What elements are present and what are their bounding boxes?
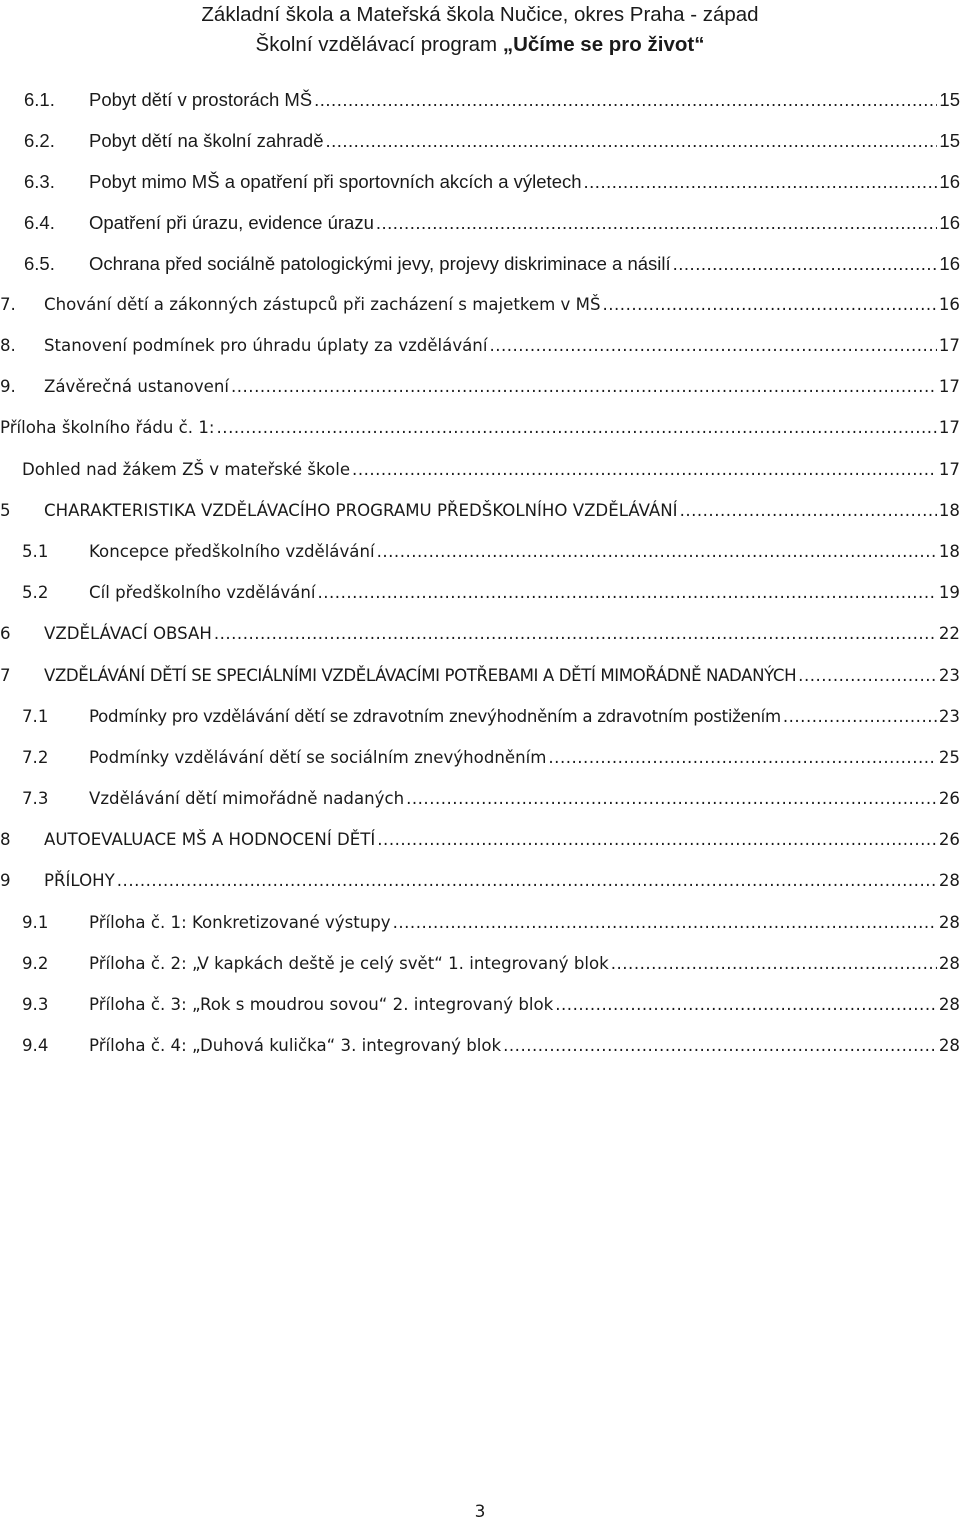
toc-entry[interactable]	[0, 942, 960, 976]
toc-entry-number: 6.2.	[24, 130, 55, 151]
toc-dot-leader	[325, 129, 937, 153]
toc-entry-number: 9.4	[22, 1036, 49, 1055]
program-label: Školní vzdělávací program	[255, 33, 503, 56]
toc-entry[interactable]	[0, 406, 960, 440]
toc-dot-leader	[317, 581, 936, 605]
toc-entry-title: CHARAKTERISTIKA VZDĚLÁVACÍHO PROGRAMU PŘEDŠKOLNÍHO VZDĚLÁVÁNÍ	[44, 501, 678, 520]
toc-entry[interactable]	[0, 983, 960, 1017]
toc-entry-title: Příloha č. 1: Konkretizované výstupy	[89, 913, 391, 932]
toc-entry-page: 28	[938, 871, 960, 890]
toc-entry[interactable]	[0, 859, 960, 893]
toc-entry[interactable]	[0, 571, 960, 605]
toc-entry-number: 5.1	[22, 542, 49, 561]
toc-entry-number: 6.1.	[24, 89, 55, 110]
toc-entry-page: 15	[939, 130, 960, 151]
toc-entry-number: 9	[0, 871, 11, 890]
toc-entry[interactable]	[0, 119, 960, 153]
toc-dot-leader	[680, 499, 937, 523]
toc-entry-title: Příloha č. 4: „Duhová kulička“ 3. integrovaný blok	[89, 1036, 502, 1055]
toc-entry-number: 6.5.	[24, 253, 55, 274]
toc-entry-page: 16	[939, 253, 960, 274]
toc-dot-leader	[352, 458, 937, 482]
toc-dot-leader	[611, 952, 937, 976]
toc-entry[interactable]	[0, 736, 960, 770]
toc-entry-number: 6	[0, 624, 11, 643]
toc-dot-leader	[314, 88, 937, 112]
toc-entry-number: 7	[0, 666, 11, 685]
toc-entry[interactable]	[0, 612, 960, 646]
toc-entry[interactable]	[0, 901, 960, 935]
toc-entry-title: Pobyt dětí na školní zahradě	[89, 130, 324, 151]
toc-entry-title: Příloha školního řádu č. 1:	[0, 418, 215, 437]
toc-entry-page: 17	[938, 336, 960, 355]
toc-entry-title: Chování dětí a zákonných zástupců při zacházení s majetkem v MŠ	[44, 295, 601, 314]
toc-dot-leader	[503, 1034, 937, 1058]
toc-dot-leader	[673, 252, 938, 276]
toc-entry-page: 17	[938, 377, 960, 396]
program-title: „Učíme se pro život“	[502, 33, 705, 56]
toc-dot-leader	[393, 911, 937, 935]
toc-entry-title: Podmínky vzdělávání dětí se sociálním znevýhodněním	[89, 748, 547, 767]
toc-entry-number: 9.2	[22, 954, 49, 973]
toc-entry-title: VZDĚLÁVÁNÍ DĚTÍ SE SPECIÁLNÍMI VZDĚLÁVACÍMI POTŘEBAMI A DĚTÍ MIMOŘÁDNĚ NADANÝCH	[44, 666, 797, 685]
toc-entry[interactable]	[0, 78, 960, 112]
toc-entry-page: 17	[938, 460, 960, 479]
toc-entry-title: Stanovení podmínek pro úhradu úplaty za vzdělávání	[44, 336, 488, 355]
toc-dot-leader	[584, 170, 938, 194]
program-title-line	[0, 30, 960, 60]
school-name: Základní škola a Mateřská škola Nučice, okres Praha - západ	[201, 3, 759, 26]
toc-entry-page: 19	[938, 583, 960, 602]
toc-entry[interactable]	[0, 777, 960, 811]
toc-entry-page: 18	[938, 542, 960, 561]
toc-dot-leader	[376, 211, 938, 235]
toc-entry-title: PŘÍLOHY	[44, 871, 115, 890]
toc-entry-page: 23	[938, 707, 960, 726]
toc-dot-leader	[214, 622, 937, 646]
toc-entry[interactable]	[0, 489, 960, 523]
toc-entry[interactable]	[0, 160, 960, 194]
toc-entry[interactable]	[0, 283, 960, 317]
toc-entry-page: 16	[938, 295, 960, 314]
toc-entry-page: 17	[938, 418, 960, 437]
toc-dot-leader	[783, 705, 937, 729]
toc-entry[interactable]	[0, 818, 960, 852]
toc-entry-title: Vzdělávání dětí mimořádně nadaných	[89, 789, 405, 808]
toc-entry-page: 28	[938, 1036, 960, 1055]
toc-entry[interactable]	[0, 201, 960, 235]
toc-dot-leader	[798, 664, 937, 688]
toc-entry-number: 9.	[0, 377, 16, 396]
toc-dot-leader	[489, 334, 936, 358]
toc-entry[interactable]	[0, 654, 960, 688]
toc-dot-leader	[231, 375, 937, 399]
toc-entry-number: 5	[0, 501, 11, 520]
toc-entry-page: 23	[938, 666, 960, 685]
toc-dot-leader	[548, 746, 936, 770]
toc-entry-title: Koncepce předškolního vzdělávání	[89, 542, 375, 561]
toc-entry[interactable]	[0, 530, 960, 564]
toc-entry-page: 28	[938, 954, 960, 973]
toc-entry-title: Příloha č. 2: „V kapkách deště je celý svět“ 1. integrovaný blok	[89, 954, 609, 973]
toc-entry-number: 6.3.	[24, 171, 55, 192]
toc-entry-title: Podmínky pro vzdělávání dětí se zdravotním znevýhodněním a zdravotním postižením	[89, 707, 781, 726]
toc-entry-page: 22	[938, 624, 960, 643]
toc-entry-page: 28	[938, 995, 960, 1014]
toc-entry-title: AUTOEVALUACE MŠ A HODNOCENÍ DĚTÍ	[44, 830, 376, 849]
toc-entry-title: Dohled nad žákem ZŠ v mateřské škole	[22, 460, 351, 479]
toc-entry-number: 7.1	[22, 707, 49, 726]
toc-entry-page: 25	[938, 748, 960, 767]
toc-entry-page: 16	[939, 212, 960, 233]
toc-entry-page: 26	[938, 830, 960, 849]
toc-entry-title: Cíl předškolního vzdělávání	[89, 583, 316, 602]
toc-entry[interactable]	[0, 242, 960, 276]
toc-entry-number: 7.2	[22, 748, 49, 767]
toc-entry-page: 18	[938, 501, 960, 520]
toc-entry-title: Závěrečná ustanovení	[44, 377, 229, 396]
toc-entry-number: 9.3	[22, 995, 49, 1014]
toc-entry-number: 5.2	[22, 583, 49, 602]
toc-entry-number: 6.4.	[24, 212, 55, 233]
toc-entry[interactable]	[0, 1024, 960, 1058]
toc-entry-number: 8.	[0, 336, 16, 355]
toc-entry-title: Ochrana před sociálně patologickými jevy, projevy diskriminace a násilí	[89, 253, 671, 274]
toc-entry-number: 7.3	[22, 789, 49, 808]
toc-entry-number: 8	[0, 830, 11, 849]
toc-dot-leader	[555, 993, 937, 1017]
toc-entry[interactable]	[0, 448, 960, 482]
toc-entry-title: Opatření při úrazu, evidence úrazu	[89, 212, 374, 233]
toc-entry[interactable]	[0, 695, 960, 729]
toc-entry-page: 28	[938, 913, 960, 932]
toc-dot-leader	[117, 869, 937, 893]
toc-dot-leader	[406, 787, 937, 811]
page-header	[0, 0, 960, 60]
toc-entry-title: Příloha č. 3: „Rok s moudrou sovou“ 2. integrovaný blok	[89, 995, 554, 1014]
toc-entry-title: VZDĚLÁVACÍ OBSAH	[44, 624, 212, 643]
toc-entry-title: Pobyt mimo MŠ a opatření při sportovních akcích a výletech	[89, 171, 582, 192]
toc-dot-leader	[377, 828, 937, 852]
toc-entry[interactable]	[0, 365, 960, 399]
toc-entry-page: 15	[939, 89, 960, 110]
toc-entry-number: 9.1	[22, 913, 49, 932]
toc-dot-leader	[377, 540, 937, 564]
toc-entry-number: 7.	[0, 295, 16, 314]
toc-entry-page: 16	[939, 171, 960, 192]
toc-entry-title: Pobyt dětí v prostorách MŠ	[89, 89, 313, 110]
toc-dot-leader	[217, 416, 937, 440]
page-number: 3	[474, 1502, 486, 1522]
toc-entry-page: 26	[938, 789, 960, 808]
toc-entry[interactable]	[0, 324, 960, 358]
toc-dot-leader	[602, 293, 936, 317]
